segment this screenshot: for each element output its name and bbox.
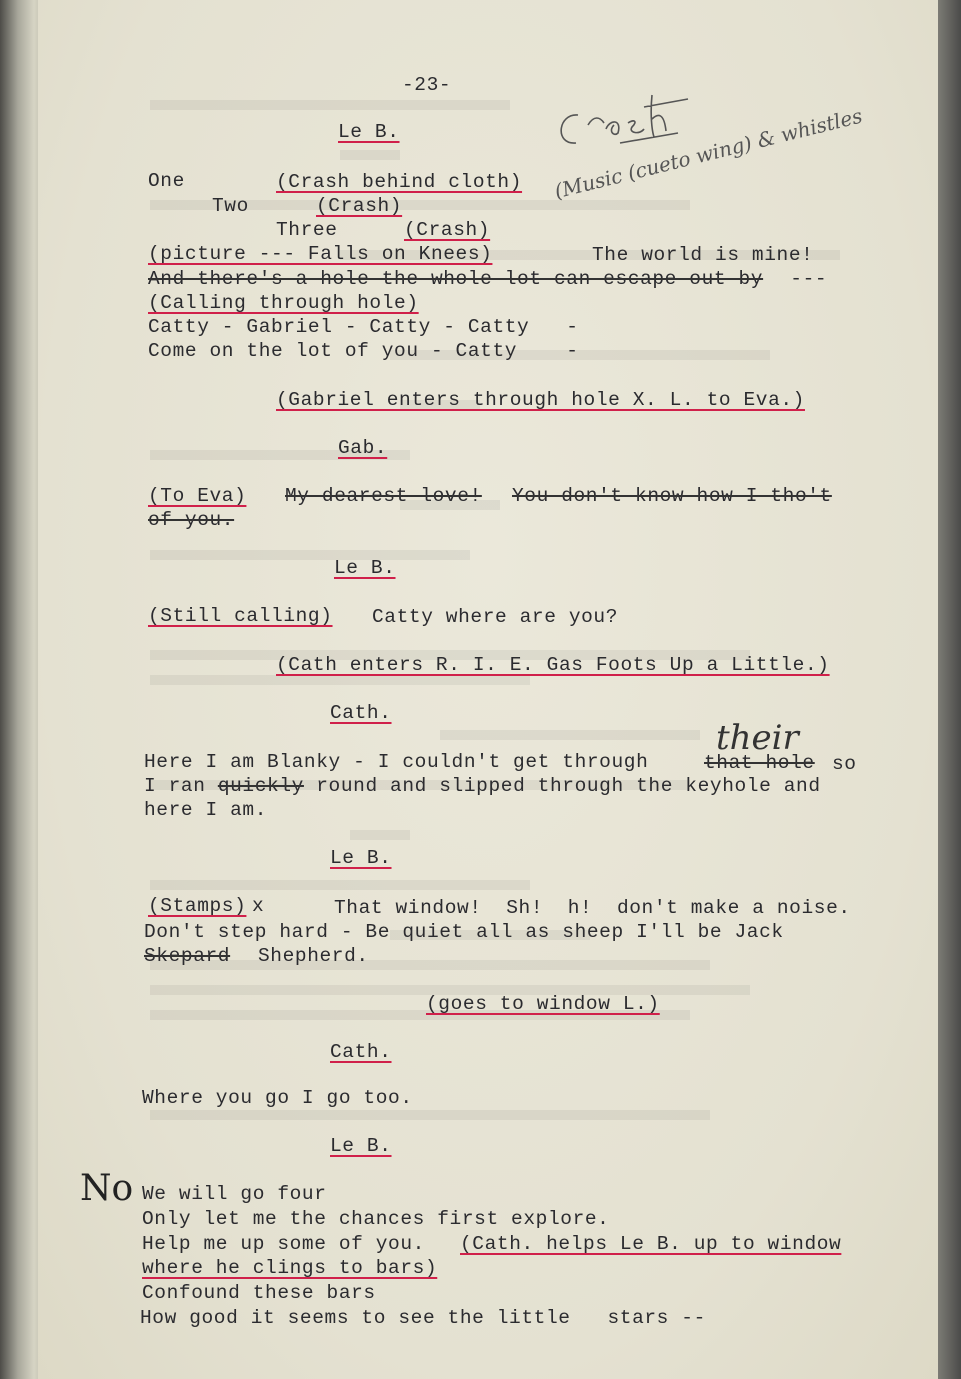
- struck-line: My dearest love!: [285, 485, 482, 507]
- dialogue-line: Two: [212, 195, 249, 217]
- page-number: -23-: [402, 74, 452, 96]
- stage-direction: (Still calling): [148, 605, 333, 627]
- stage-direction: (To Eva): [148, 485, 247, 507]
- dialogue-line: Only let me the chances first explore.: [142, 1208, 610, 1230]
- stage-direction: (Stamps): [148, 895, 247, 917]
- dialogue-line: Confound these bars: [142, 1282, 376, 1304]
- speaker-le-b: Le B.: [334, 557, 396, 579]
- speaker-le-b: Le B.: [330, 1135, 392, 1157]
- dialogue-line: Help me up some of you.: [142, 1233, 425, 1255]
- dialogue-line: Shepherd.: [258, 945, 369, 967]
- struck-line: that hole: [704, 752, 815, 774]
- dialogue-line: Come on the lot of you - Catty -: [148, 340, 579, 362]
- dialogue-line: here I am.: [144, 799, 268, 821]
- dialogue-line: ---: [778, 268, 828, 290]
- dialogue-segment: round and slipped through the keyhole and: [303, 775, 821, 797]
- struck-line: You don't know how I tho't: [512, 485, 832, 507]
- stage-direction: (Cath enters R. I. E. Gas Foots Up a Little.): [276, 654, 830, 676]
- handwritten-their-annotation: their: [716, 718, 799, 758]
- dialogue-line: How good it seems to see the little stars --: [140, 1307, 706, 1329]
- stage-direction: (Gabriel enters through hole X. L. to Eva.): [276, 389, 805, 411]
- dialogue-line: The world is mine!: [592, 244, 814, 266]
- crash-scribble-graphic: [548, 85, 708, 155]
- stage-direction: (Calling through hole): [148, 292, 419, 314]
- stage-direction: (Crash): [316, 195, 403, 217]
- struck-line: And there's a hole the whole lot can escape out by: [148, 268, 764, 290]
- crash-note-text: [0, 0, 3, 1]
- speaker-gab: Gab.: [338, 437, 388, 459]
- handwritten-music-annotation: (Music (cueto wing) & whistles: [552, 103, 865, 204]
- dialogue-line: Catty - Gabriel - Catty - Catty -: [148, 316, 579, 338]
- stage-direction: (goes to window L.): [426, 993, 660, 1015]
- dialogue-line: [144, 774, 821, 798]
- typo-mark: x: [252, 895, 265, 917]
- dialogue-line: Three: [276, 219, 338, 241]
- dialogue-line: One: [148, 170, 185, 192]
- left-page-edge: [0, 0, 40, 1379]
- speaker-cath: Cath.: [330, 702, 392, 724]
- struck-line: of you.: [148, 509, 235, 531]
- handwritten-no-annotation: No: [80, 1168, 134, 1209]
- speaker-le-b: Le B.: [338, 121, 400, 143]
- struck-word: Skepard: [144, 945, 231, 967]
- background-strip: [938, 0, 961, 1379]
- dialogue-line: Here I am Blanky - I couldn't get through: [144, 751, 649, 773]
- dialogue-line: Don't step hard - Be quiet all as sheep I'll be Jack: [144, 921, 784, 943]
- stage-direction: where he clings to bars): [142, 1257, 438, 1279]
- stage-direction: (Crash behind cloth): [276, 171, 523, 193]
- stage-direction: (Crash): [404, 219, 491, 241]
- stage-direction: (Cath. helps Le B. up to window: [460, 1233, 842, 1255]
- dialogue-line: That window! Sh! h! don't make a noise.: [334, 897, 851, 919]
- dialogue-line: We will go four: [142, 1183, 327, 1205]
- speaker-cath: Cath.: [330, 1041, 392, 1063]
- speaker-le-b: Le B.: [330, 847, 392, 869]
- dialogue-line: Where you go I go too.: [142, 1087, 413, 1109]
- dialogue-line: Catty where are you?: [372, 606, 619, 628]
- dialogue-line: so: [832, 753, 857, 775]
- dialogue-segment: I ran: [144, 775, 218, 797]
- struck-word: quickly: [217, 775, 304, 797]
- stage-direction: (picture --- Falls on Knees): [148, 243, 493, 265]
